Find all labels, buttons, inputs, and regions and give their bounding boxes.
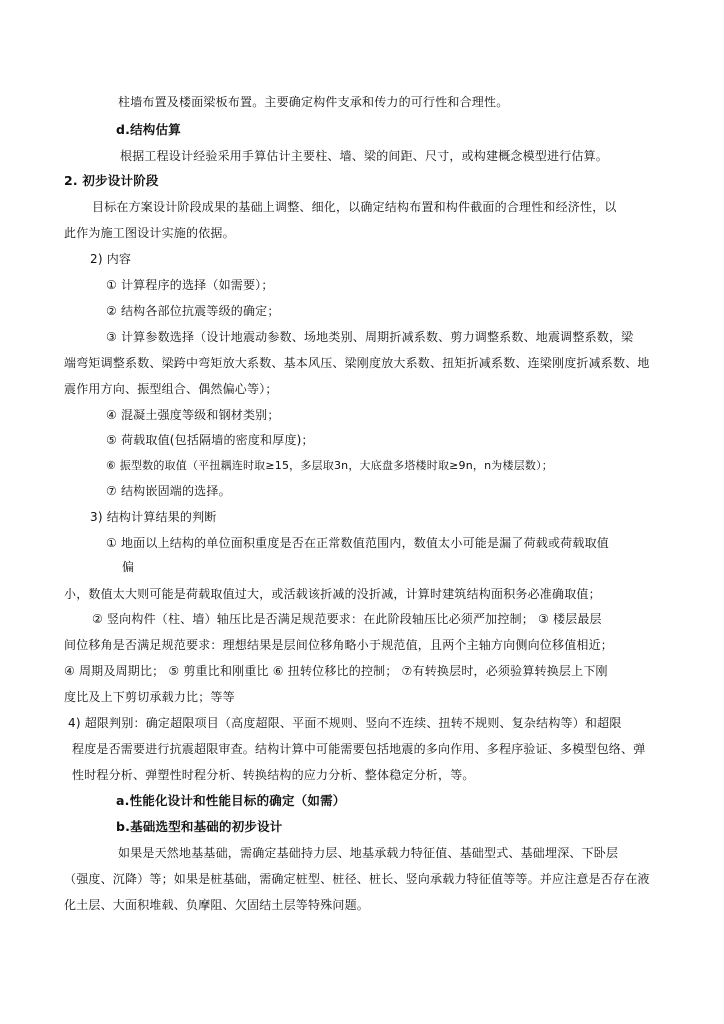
text-line-12: 震作用方向、振型组合、偶然偏心等）； xyxy=(64,382,278,396)
text-line-31: （强度、沉降）等；如果是桩基础，需确定桩型、桩径、桩长、竖向承载力特征值等等。并应注意是否存在液 xyxy=(64,872,650,886)
text-line-6: 此作为施工图设计实施的依据。 xyxy=(64,226,235,240)
list-item-4: ④ 混凝土强度等级和钢材类别； xyxy=(106,408,280,422)
section-heading-d: d.结构估算 xyxy=(116,122,181,137)
text-line-24: 度比及上下剪切承载力比；等等 xyxy=(64,690,235,704)
text-line-5: 目标在方案设计阶段成果的基础上调整、细化，以确定结构布置和构件截面的合理性和经济性，以 xyxy=(92,200,617,214)
text-line-26: 程度是否需要进行抗震超限审查。结构计算中可能需要包括地震的多向作用、多程序验证、多模型包络、弹 xyxy=(72,742,646,756)
text-line-22: 间位移角是否满足规范要求：理想结果是层间位移角略小于规范值，且两个主轴方向侧向位移值相近； xyxy=(64,638,614,652)
list-item-5: ⑤ 荷载取值(包括隔墙的密度和厚度)； xyxy=(106,433,314,447)
text-line-11: 端弯矩调整系数、梁跨中弯矩放大系数、基本风压、梁刚度放大系数、扭矩折减系数、连梁刚度折减系数、地 xyxy=(64,356,650,370)
list-item-1: ① 计算程序的选择（如需要）； xyxy=(106,278,274,292)
text-line-1: 柱墙布置及楼面梁板布置。主要确定构件支承和传力的可行性和合理性。 xyxy=(118,95,509,109)
text-line-7: 2) 内容 xyxy=(90,252,132,266)
text-line-21: ② 竖向构件（柱、墙）轴压比是否满足规范要求：在此阶段轴压比必须严加控制； ③ 楼层最层 xyxy=(92,612,602,626)
text-line-32: 化土层、大面积堆载、负摩阻、欠固结土层等特殊问题。 xyxy=(64,898,370,912)
text-line-17: 3) 结构计算结果的判断 xyxy=(90,510,217,524)
section-heading-2: 2. 初步设计阶段 xyxy=(64,173,159,188)
section-heading-b: b.基础选型和基础的初步设计 xyxy=(116,819,283,834)
text-line-23: ④ 周期及周期比； ⑤ 剪重比和刚重比 ⑥ 扭转位移比的控制； ⑦有转换层时，必须验算转换层上下刚 xyxy=(64,664,608,678)
list-item-6: ⑥ 振型数的取值（平扭耦连时取≥15，多层取3n，大底盘多塔楼时取≥9n，n为楼层数）； xyxy=(106,459,553,472)
list-item-3: ③ 计算参数选择（设计地震动参数、场地类别、周期折减系数、剪力调整系数、地震调整系数，梁 xyxy=(106,330,634,344)
result-item-1: ① 地面以上结构的单位面积重度是否在正常数值范围内，数值太小可能是漏了荷载或荷载取值 xyxy=(106,536,609,550)
list-item-2: ② 结构各部位抗震等级的确定； xyxy=(106,304,280,318)
text-line-25: 4) 超限判别：确定超限项目（高度超限、平面不规则、竖向不连续、扭转不规则、复杂结构等）和超限 xyxy=(68,716,622,730)
section-heading-a: a.性能化设计和性能目标的确定（如需） xyxy=(116,793,346,808)
text-line-3: 根据工程设计经验采用手算估计主要柱、墙、梁的间距、尺寸，或构建概念模型进行估算。 xyxy=(120,149,609,163)
text-line-27: 性时程分析、弹塑性时程分析、转换结构的应力分析、整体稳定分析，等。 xyxy=(72,768,475,782)
text-line-19: 偏 xyxy=(122,560,135,574)
list-item-7: ⑦ 结构嵌固端的选择。 xyxy=(106,484,231,498)
text-line-30: 如果是天然地基基础，需确定基础持力层、地基承载力特征值、基础型式、基础埋深、下卧层 xyxy=(118,846,619,860)
text-line-20: 小，数值太大则可能是荷载取值过大，或活载该折减的没折减，计算时建筑结构面积务必准确取值； xyxy=(64,587,601,601)
